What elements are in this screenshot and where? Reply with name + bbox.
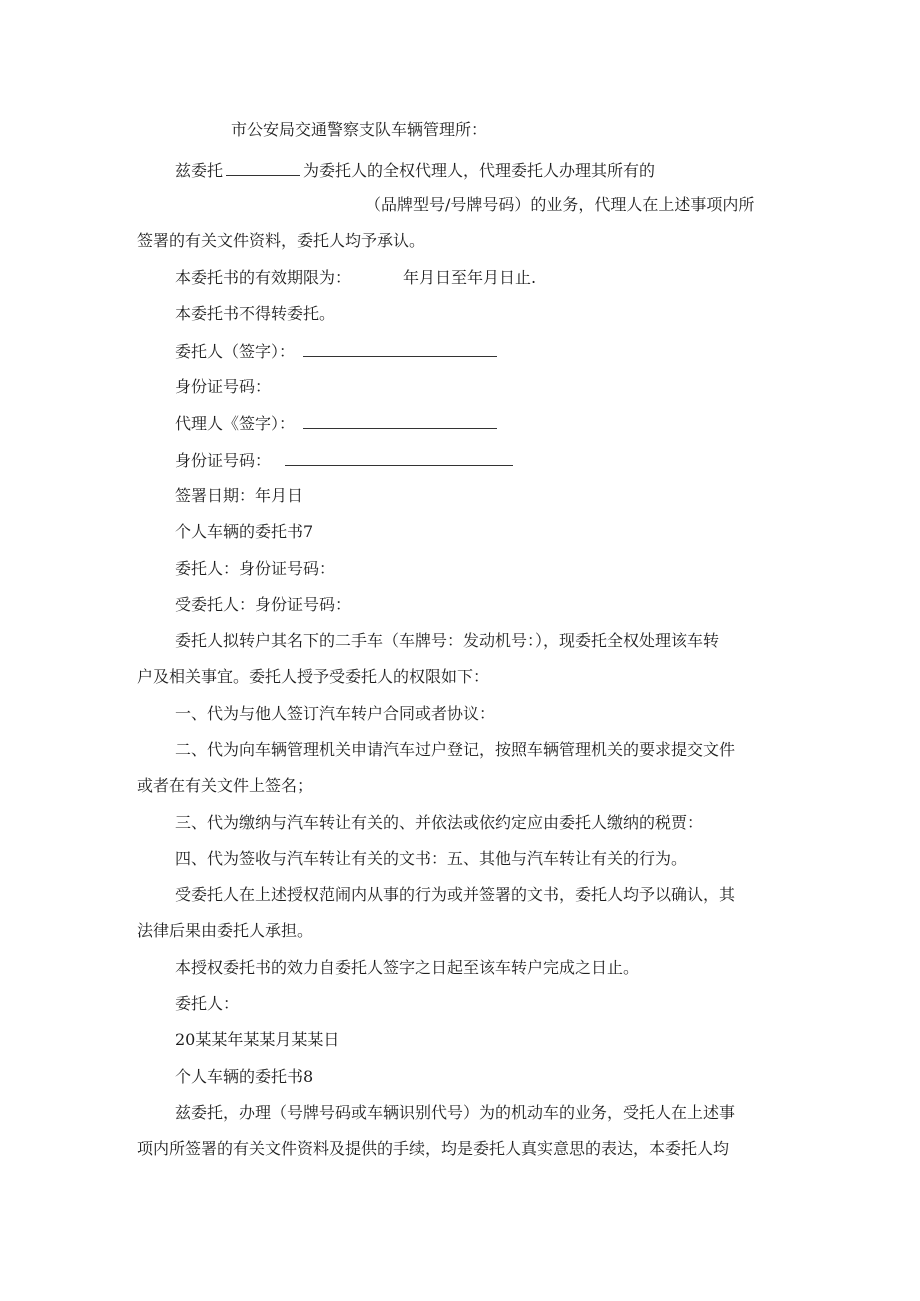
authority-item-4: 四、代为签收与汽车转让有关的文书：五、其他与汽车转让有关的行为。 [175, 849, 688, 868]
principal-signature-line [175, 341, 497, 362]
agent-signature-blank [303, 413, 497, 429]
paragraph-entrust-8-line-2: 项内所签署的有关文件资料及提供的手续，均是委托人真实意思的表达，本委托人均 [137, 1139, 730, 1158]
entrust-prefix: 兹委托 [175, 161, 224, 180]
authority-item-2-line-2: 或者在有关文件上签名； [137, 776, 314, 795]
confirmation-line-1: 受委托人在上述授权范闹内从事的行为或并签署的文书，委托人均予以确认，其 [175, 885, 736, 904]
sign-date: 签署日期：年月日 [175, 486, 304, 505]
validity-line [175, 268, 536, 288]
principal-label: 委托人： [175, 994, 240, 1013]
paragraph-entrust-line-1 [175, 160, 655, 181]
principal-signature-label: 委托人（签字）： [175, 342, 296, 361]
validity-label: 本委托书的有效期限为： [175, 268, 352, 287]
paragraph-entrust-line-3: 签署的有关文件资料，委托人均予承认。 [137, 231, 426, 250]
id-number-line-2 [175, 450, 513, 471]
agent-name-blank [226, 160, 300, 176]
agent-signature-line [175, 413, 497, 434]
authority-item-3: 三、代为缴纳与汽车转让有关的、并依法或依约定应由委托人缴纳的税贾： [175, 813, 704, 832]
entrust-suffix: 为委托人的全权代理人，代理委托人办理其所有的 [303, 161, 656, 180]
confirmation-line-2: 法律后果由委托人承担。 [137, 921, 314, 940]
principal-signature-blank [303, 341, 497, 357]
id-number-blank-2 [285, 450, 513, 466]
agent-signature-label: 代理人《签字）： [175, 414, 296, 433]
trustee-id-line: 受委托人：身份证号码： [175, 595, 352, 614]
authority-item-2-line-1: 二、代为向车辆管理机关申请汽车过户登记，按照车辆管理机关的要求提交文件 [175, 740, 736, 759]
no-transfer-clause: 本委托书不得转委托。 [175, 304, 336, 323]
date-line: 20某某年某某月某某日 [175, 1030, 340, 1049]
addressee: 市公安局交通警察支队车辆管理所： [231, 120, 488, 139]
paragraph-transfer-line-1: 委托人拟转户其名下的二手车（车牌号：发动机号：），现委托全权处理该车转 [175, 631, 720, 650]
effect-clause: 本授权委托书的效力自委托人签字之日起至该车转户完成之日止。 [175, 958, 640, 977]
validity-period: 年月日至年月日止. [403, 268, 537, 287]
paragraph-transfer-line-2: 户及相关事宜。委托人授予受委托人的权限如下： [137, 667, 490, 686]
section-title-8: 个人车辆的委托书8 [175, 1067, 314, 1086]
paragraph-entrust-8-line-1: 兹委托，办理（号牌号码或车辆识别代号）为的机动车的业务，受托人在上述事 [175, 1103, 736, 1122]
principal-id-line: 委托人：身份证号码： [175, 559, 336, 578]
authority-item-1: 一、代为与他人签订汽车转户合同或者协议： [175, 704, 496, 723]
id-number-line-1: 身份证号码： [175, 377, 272, 396]
id-number-label-2: 身份证号码： [175, 451, 272, 470]
paragraph-entrust-line-2: （品牌型号/号牌号码）的业务，代理人在上述事项内所 [365, 195, 755, 214]
section-title-7: 个人车辆的委托书7 [175, 522, 314, 541]
